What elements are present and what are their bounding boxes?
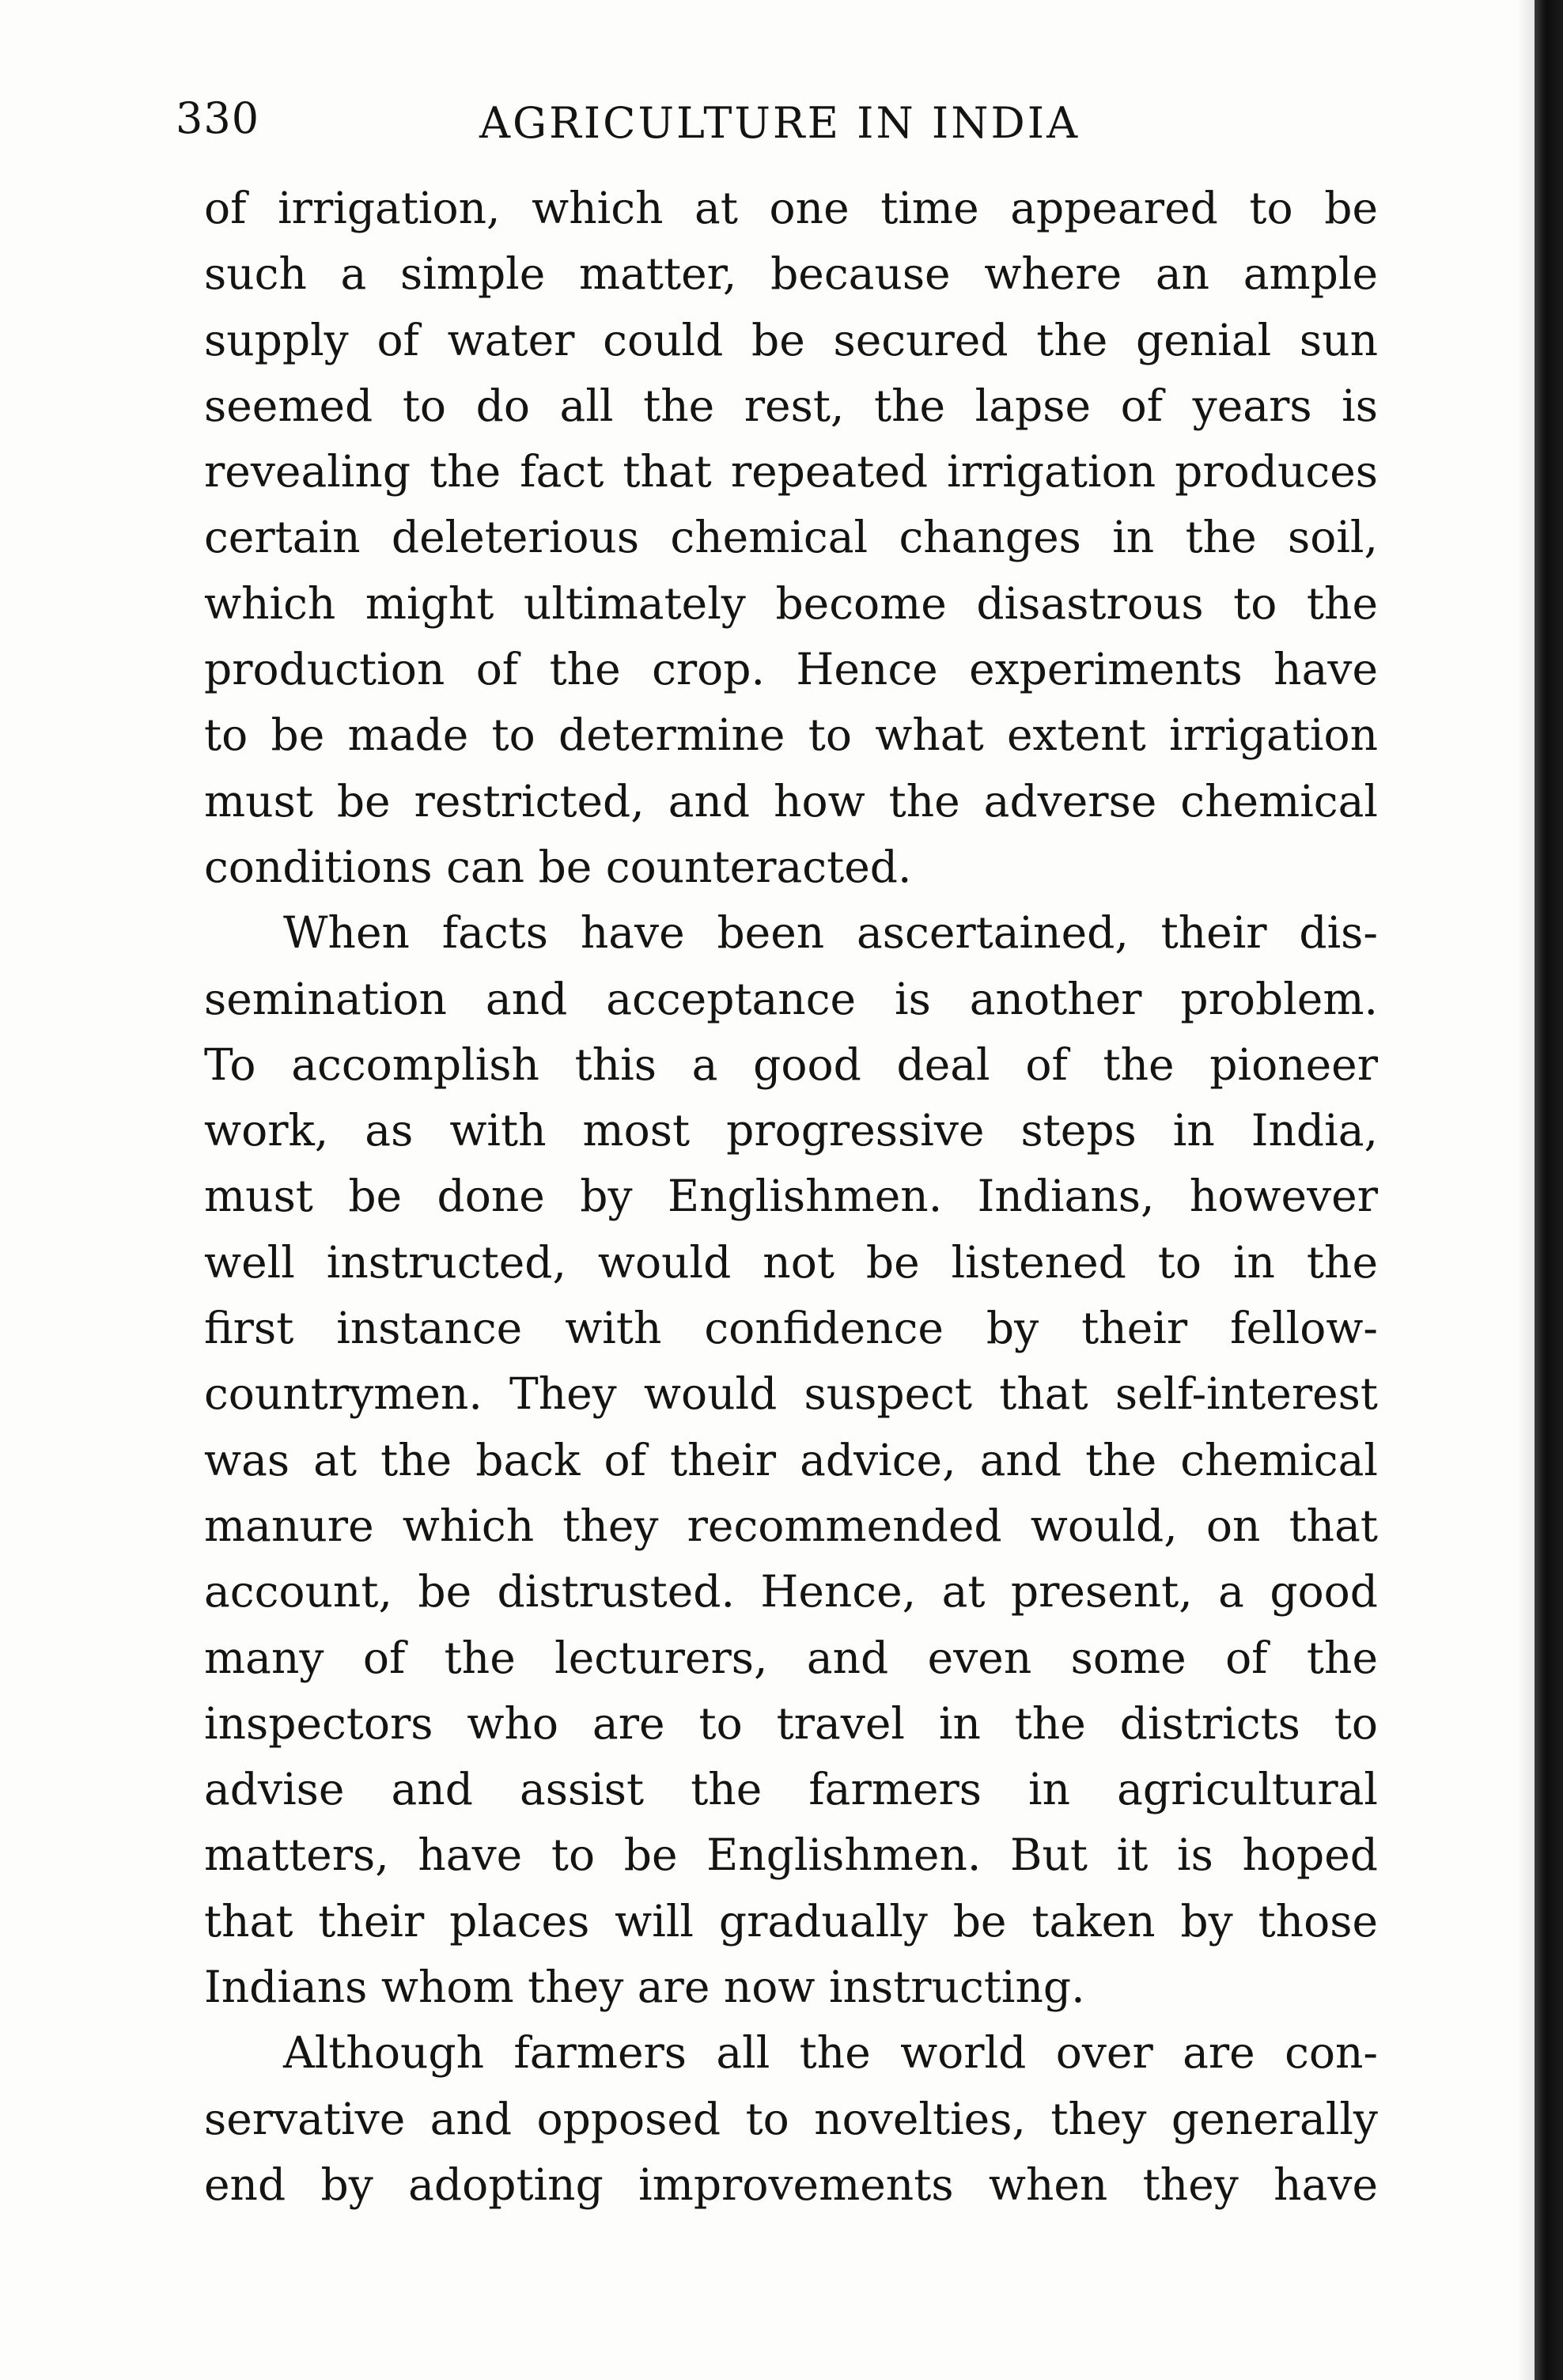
text-line: first instance with confidence by their fellow- <box>204 1303 1378 1354</box>
scan-edge-bar <box>1535 0 1563 2380</box>
running-title: AGRICULTURE IN INDIA <box>479 98 1080 148</box>
text-line: of irrigation, which at one time appeared to be <box>204 183 1378 233</box>
text-line: servative and opposed to novelties, they generally <box>204 2093 1378 2144</box>
text-line: which might ultimately become disastrous to the <box>204 577 1378 629</box>
text-line: account, be distrusted. Hence, at present, a good <box>204 1566 1378 1618</box>
text-line: seemed to do all the rest, the lapse of years is <box>204 380 1378 431</box>
text-line: inspectors who are to travel in the districts to <box>204 1697 1378 1749</box>
text-line: that their places will gradually be taken by those <box>204 1895 1378 1947</box>
paragraph-start-line: When facts have been ascertained, their dis- <box>283 907 1378 959</box>
text-line: was at the back of their advice, and the chemical <box>204 1434 1378 1485</box>
text-line: advise and assist the farmers in agricultural <box>204 1764 1378 1815</box>
text-line: semination and acceptance is another problem. <box>204 973 1378 1024</box>
text-line: must be done by Englishmen. Indians, however <box>204 1171 1378 1222</box>
text-line: must be restricted, and how the adverse chemical <box>204 775 1378 827</box>
text-line: To accomplish this a good deal of the pioneer <box>204 1039 1378 1090</box>
running-head <box>176 89 1362 152</box>
text-line: such a simple matter, because where an ample <box>204 248 1378 300</box>
paragraph-end-line: Indians whom they are now instructing. <box>204 1962 1085 2013</box>
paragraph-end-line: conditions can be counteracted. <box>204 841 912 892</box>
text-line: work, as with most progressive steps in India, <box>204 1105 1378 1156</box>
text-line: matters, have to be Englishmen. But it is hoped <box>204 1829 1378 1881</box>
text-line: end by adopting improvements when they have <box>204 2159 1378 2210</box>
text-line: production of the crop. Hence experiments have <box>204 644 1378 695</box>
text-line: supply of water could be secured the genial sun <box>204 314 1378 365</box>
text-line: manure which they recommended would, on that <box>204 1500 1378 1551</box>
text-line: certain deleterious chemical changes in the soil, <box>204 512 1378 563</box>
page-edge-shadow <box>1517 0 1536 2380</box>
text-line: to be made to determine to what extent irrigation <box>204 709 1378 761</box>
text-line: well instructed, would not be listened to in the <box>204 1236 1378 1288</box>
text-line: revealing the fact that repeated irrigation produces <box>204 446 1378 498</box>
paragraph-start-line: Although farmers all the world over are con- <box>283 2027 1378 2079</box>
body-text <box>204 176 1378 2218</box>
text-line: countrymen. They would suspect that self-interest <box>204 1368 1378 1420</box>
page-number: 330 <box>176 93 260 143</box>
text-line: many of the lecturers, and even some of the <box>204 1632 1378 1683</box>
